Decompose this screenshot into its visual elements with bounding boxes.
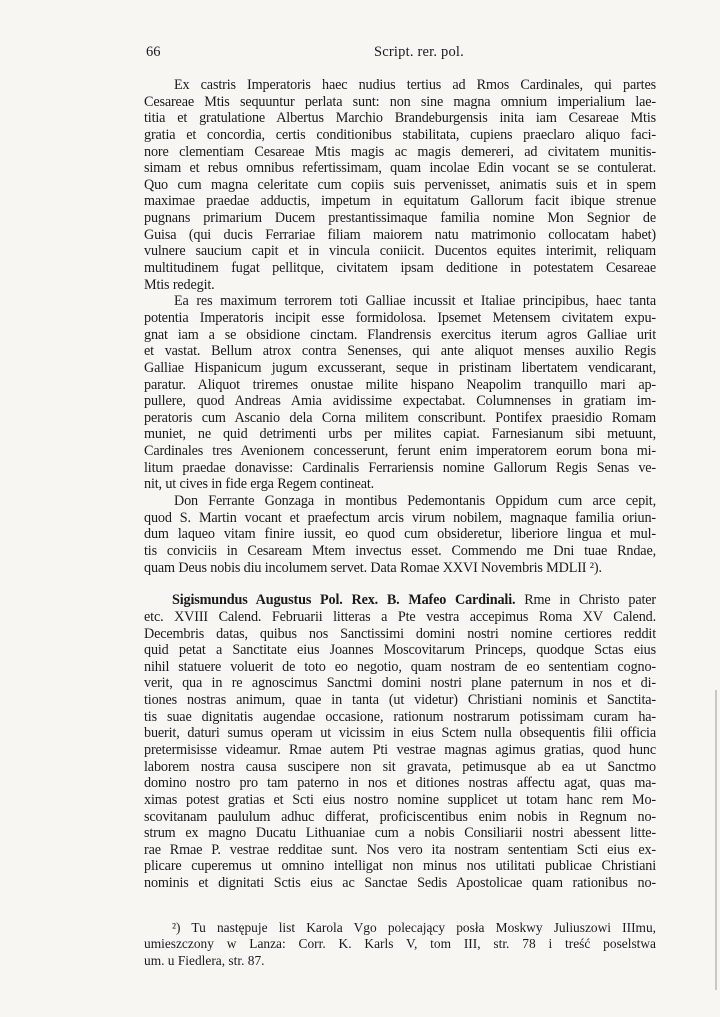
text-line: scovitanam paululum adhuc differat, proficiscentibus enim nobis in Regnum no-	[144, 808, 656, 825]
page-edge-shadow	[715, 690, 717, 990]
text-line: Don Ferrante Gonzaga in montibus Pedemontanis Oppidum cum arce cepit,	[174, 493, 656, 510]
text-line: muniet, ne quid detrimenti urbs per milites capiat. Farnesianum sibi metuunt,	[144, 426, 656, 443]
text-line: paratur. Aliquot triremes onustae milite hispano Neapolim tranquillo mari ap-	[144, 376, 656, 393]
letter-two	[144, 592, 656, 892]
footnotes	[144, 920, 656, 969]
text-line: Mtis redegit.	[144, 276, 215, 293]
text-line: dum laqueo vitam finire iussit, eo quod cum obsideretur, liberiore lingua et mul-	[144, 526, 656, 543]
text-line: Galliae Hispanicum jugum excusserant, seque in pristinam libertatem vendicarant,	[144, 359, 656, 376]
text-line: rae Rmae P. vestrae redditae sunt. Nos vero ita nostram sententiam Scti eius ex-	[144, 841, 656, 858]
text-line: vulnere saucium capit et in vincula coniicit. Ducentos equites interimit, reliquam	[144, 243, 656, 260]
text-line: plicare cuperemus ut omnino intelligat non minus nos utilitati publicae Christiani	[144, 858, 656, 875]
text-line: quod S. Martin vocant et praefectum arcis virum nobilem, magnaque familia oriun-	[144, 509, 656, 526]
page-number: 66	[146, 44, 161, 60]
text-line: verit, qua in re agnoscimus Sanctmi domini nostri plane paternum in nos et di-	[144, 675, 656, 692]
text-line: Ex castris Imperatoris haec nudius tertius ad Rmos Cardinales, qui partes	[174, 77, 656, 93]
text-line: Ea res maximum terrorem toti Galliae incussit et Italiae principibus, haec tanta	[174, 293, 656, 310]
letter-two-heading-line	[144, 592, 656, 609]
letter-two-heading: Sigismundus Augustus Pol. Rex. B. Mafeo Cardinali.	[172, 592, 516, 609]
text-line: multitudinem fugat pellitque, civitatem ipsam deditione in potestatem Cesareae	[144, 260, 656, 277]
text-line: litum praedae donavisse: Cardinalis Ferrariensis nomine Gallorum Regis Senas ve-	[144, 459, 656, 476]
footnote-line: um. u Fiedlera, str. 87.	[144, 952, 265, 968]
text-line: peratoris cum Ascanio dela Corna militem conscribunt. Pontifex praesidio Romam	[144, 409, 656, 426]
text-line: buerit, daturi sumus operam ut vicissim in eius Sctem nulla obsequentis filii officia	[144, 725, 656, 742]
letter-two-salutation: Rme in Christo pater	[524, 592, 656, 609]
text-line: et vastat. Bellum atrox contra Senenses, qui ante aliquot menses auxilio Regis	[144, 343, 656, 360]
footnote-line: ²) Tu następuje list Karola Vgo polecający posła Moskwy Juliuszowi IIImu,	[172, 920, 656, 935]
text-line: nominis et dignitati Sctis eius ac Sanctae Sedis Apostolicae quam rationibus no-	[144, 875, 656, 892]
text-line: potentia Imperatoris incipit esse formidolosa. Ipsemet Metensem civitatem expu-	[144, 309, 656, 326]
text-line: Cardinales tres Avenionem concesserunt, ferunt enim imperatorem eorum bona mi-	[144, 443, 656, 460]
text-line: pugnans primarium Ducem prestantissimaque familia nomine Mon Segnior de	[144, 210, 656, 227]
text-line: pullere, quod Andreas Amia avidissime expectabat. Columnenses in gratiam im-	[144, 393, 656, 410]
text-line: tis conviciis in Cesaream Mtem invectus esset. Commendo me Dni tuae Rndae,	[144, 542, 656, 559]
page-body	[144, 77, 656, 892]
text-line: domino nostro pro tam paterno in nos et ditiones nostras affectu agat, quas ma-	[144, 775, 656, 792]
paragraph-gap	[144, 576, 656, 592]
text-line: tis suae dignitatis augendae occasione, rationum nostrarum potissimam curam ha-	[144, 708, 656, 725]
letter-one	[144, 77, 656, 576]
text-line: gratia et concordia, certis conditionibus stabilitata, cupiens praeclaro aliquo faci-	[144, 126, 656, 143]
text-line: Quo cum magna celeritate cum copiis suis pervenisset, animatis suis et in spem	[144, 176, 656, 193]
page-header	[146, 44, 658, 64]
text-line: nit, ut cives in fide erga Regem contineat.	[144, 476, 375, 493]
text-line: gnat iam a se obsidione cinctam. Flandrensis exercitus iterum agros Galliae urit	[144, 326, 656, 343]
text-line: laborem nostra causa suscipere non sit gravata, petimusque ab ea ut Sanctmo	[144, 758, 656, 775]
text-line: ximas potest gratias et Scti eius nostro nomine supplicet ut totam hanc rem Mo-	[144, 791, 656, 808]
footnote-line: umieszczony w Lanza: Corr. K. Karls V, tom III, str. 78 i treść poselstwa	[144, 936, 656, 952]
text-line: quid petat a Sanctitate eius Joannes Moscovitarum Princeps, quodque Sctas eius	[144, 642, 656, 659]
text-line: tiones nostras animum, quae in tanta (ut videtur) Christiani nominis et Sanctita-	[144, 692, 656, 709]
text-line: simam et rebus omnibus refertissimam, quam incolae Edin vocant se se contulerat.	[144, 160, 656, 177]
text-line: quam Deus nobis diu incolumem servet. Data Romae XXVI Novembris MDLII ²).	[144, 559, 602, 576]
text-line: strum ex magno Ducatu Lithuaniae cum a nobis Consiliarii nostri abessent litte-	[144, 825, 656, 842]
running-title: Script. rer. pol.	[374, 44, 464, 60]
text-line: Decembris datas, quibus nos Sanctissimi domini nostri nomine certiores reddit	[144, 625, 656, 642]
text-line: etc. XVIII Calend. Februarii litteras a Pte vestra accepimus Roma XV Calend.	[144, 608, 656, 625]
text-line: titia et gratulatione Albertus Marchio Brandeburgensis inita iam Cesareae Mtis	[144, 110, 656, 127]
text-line: nihil statuere voluerit de toto eo negotio, quam nostram de eo sententiam cogno-	[144, 658, 656, 675]
text-line: nore clementiam Cesareae Mtis magis ac magis demereri, ad civitatem munitis-	[144, 143, 656, 160]
text-line: maximae praedae adductis, impetum in equitatum Gallorum facit ibique strenue	[144, 193, 656, 210]
text-line: Guisa (qui ducis Ferrariae filiam maiorem natu matrimonio collocatam habet)	[144, 226, 656, 243]
text-line: pretermisisse videamur. Rmae autem Pti vestrae magnas agimus gratias, quod hunc	[144, 741, 656, 758]
text-line: Cesareae Mtis sequuntur perlata sunt: non sine magna omnium imperialium lae-	[144, 93, 656, 110]
